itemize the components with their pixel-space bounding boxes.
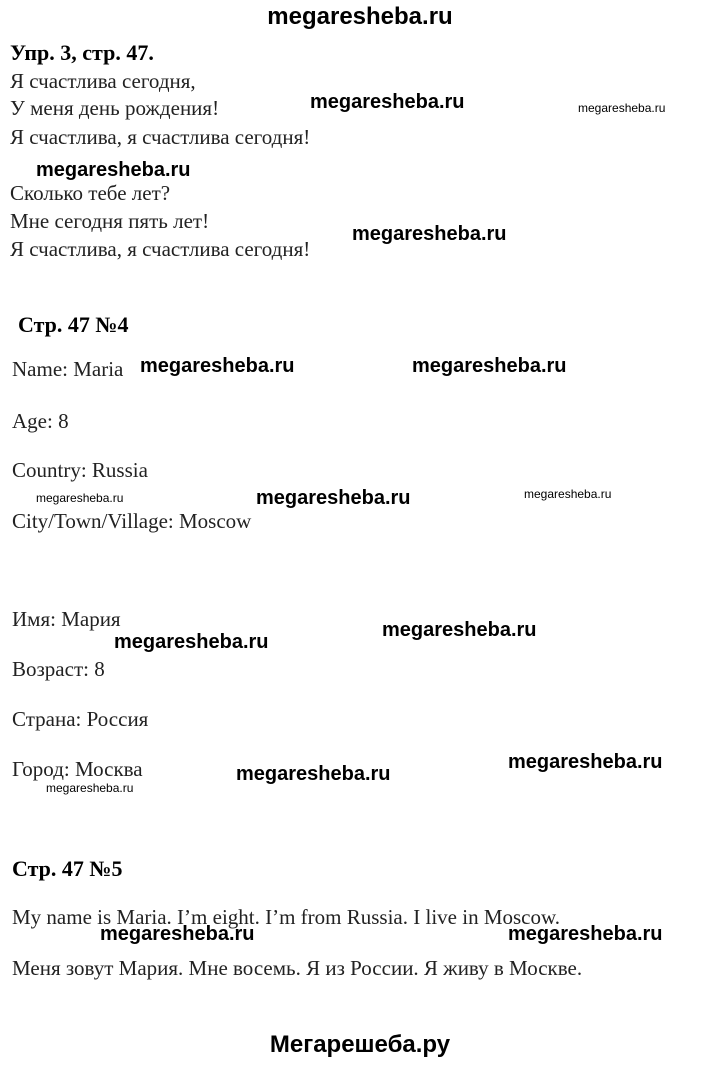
watermark: megaresheba.ru: [140, 355, 295, 377]
answer-english: My name is Maria. I’m eight. I’m from Russia. I live in Moscow.: [12, 905, 561, 929]
poem-line-5: Мне сегодня пять лет!: [10, 209, 210, 233]
form-name-en: Name: Maria: [12, 357, 124, 381]
watermark: megaresheba.ru: [310, 91, 465, 113]
header-site-name: megaresheba.ru: [267, 3, 453, 30]
watermark: megaresheba.ru: [46, 781, 134, 795]
watermark: megaresheba.ru: [524, 487, 612, 501]
form-age-ru: Возраст: 8: [12, 657, 105, 681]
watermark: megaresheba.ru: [508, 751, 663, 773]
footer-site-name: Мегарешеба.ру: [269, 1031, 451, 1058]
watermark: megaresheba.ru: [382, 619, 537, 641]
poem-line-2: У меня день рождения!: [10, 96, 220, 120]
form-age-en: Age: 8: [12, 409, 69, 433]
watermark: megaresheba.ru: [508, 923, 663, 945]
poem-line-1: Я счастлива сегодня,: [10, 69, 196, 93]
answer-russian: Меня зовут Мария. Мне восемь. Я из России. Я живу в Москве.: [12, 956, 583, 980]
watermark: megaresheba.ru: [36, 159, 191, 181]
exercise-4-title: Стр. 47 №4: [18, 312, 129, 337]
form-country-ru: Страна: Россия: [12, 707, 149, 731]
poem-line-4: Сколько тебе лет?: [10, 181, 171, 205]
watermark: megaresheba.ru: [256, 487, 411, 509]
watermark: megaresheba.ru: [412, 355, 567, 377]
form-country-en: Country: Russia: [12, 458, 148, 482]
poem-line-3: Я счастлива, я счастлива сегодня!: [10, 125, 311, 149]
form-name-ru: Имя: Мария: [12, 607, 121, 631]
poem-line-6: Я счастлива, я счастлива сегодня!: [10, 237, 311, 261]
watermark: megaresheba.ru: [114, 631, 269, 653]
exercise-3-title: Упр. 3, стр. 47.: [10, 40, 154, 65]
watermark: megaresheba.ru: [236, 763, 391, 785]
exercise-5-title: Стр. 47 №5: [12, 856, 123, 881]
watermark: megaresheba.ru: [100, 923, 255, 945]
watermark: megaresheba.ru: [352, 223, 507, 245]
watermark: megaresheba.ru: [578, 101, 666, 115]
watermark: megaresheba.ru: [36, 491, 124, 505]
form-city-en: City/Town/Village: Moscow: [12, 509, 252, 533]
form-city-ru: Город: Москва: [12, 757, 143, 781]
